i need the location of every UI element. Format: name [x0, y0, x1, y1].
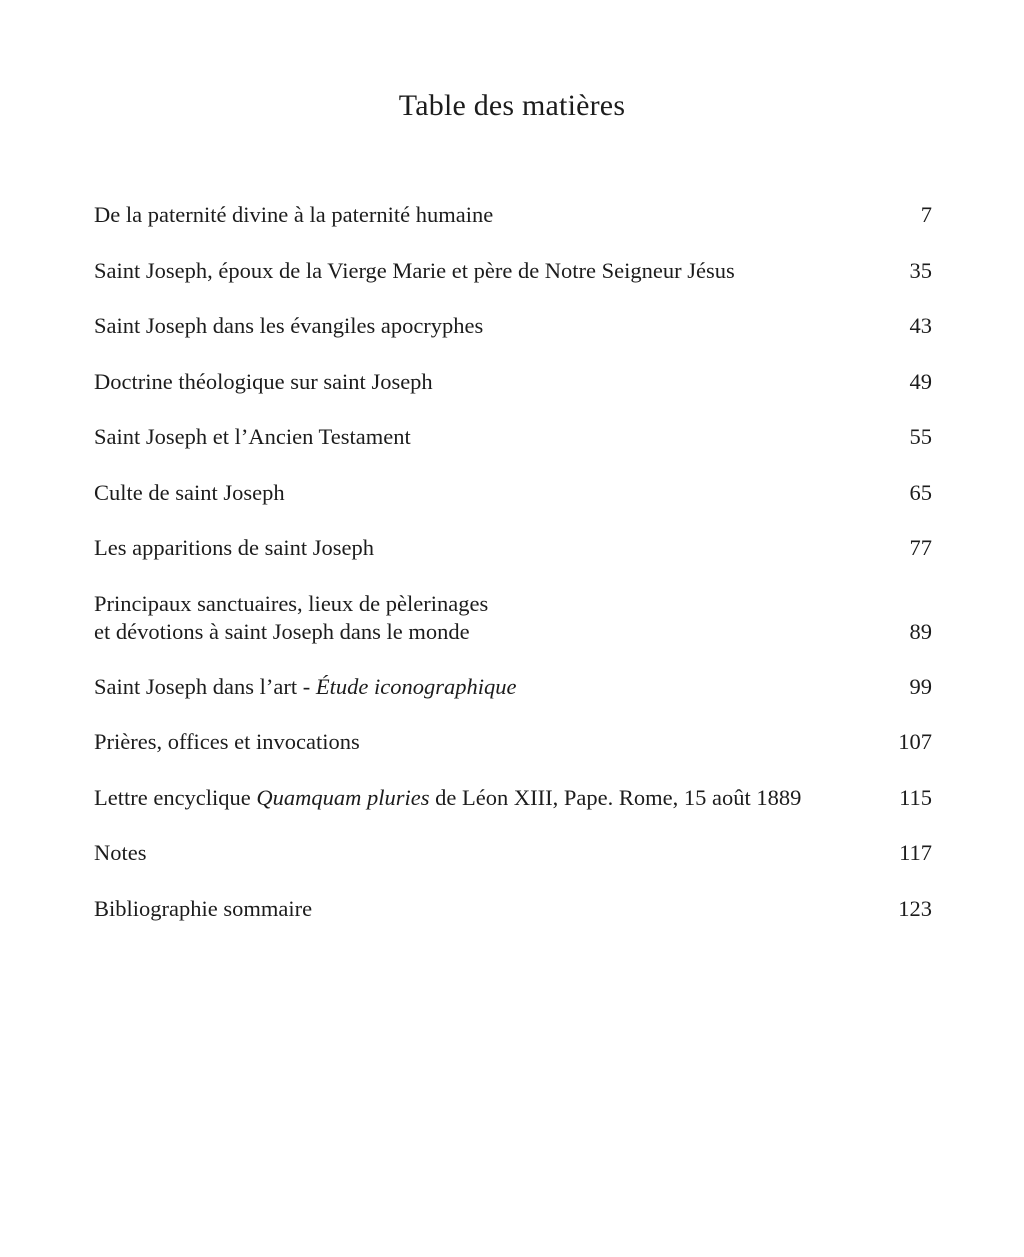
toc-entry-label: De la paternité divine à la paternité humaine	[94, 202, 494, 227]
toc-entry	[94, 839, 932, 867]
toc-entry	[94, 784, 932, 812]
toc-entry-label: Saint Joseph dans les évangiles apocryphes	[94, 313, 484, 338]
toc-entry-label-italic: Étude iconographique	[315, 674, 517, 699]
toc-entry	[94, 368, 932, 396]
toc-entry-label-text: de Léon XIII, Pape. Rome, 15 août 1889	[429, 785, 802, 810]
toc-entry	[94, 673, 932, 701]
toc-entry	[94, 590, 932, 646]
toc-entry-page: 117	[899, 840, 932, 865]
toc-entry	[94, 257, 932, 285]
toc-entry-label-line: et dévotions à saint Joseph dans le monde	[94, 619, 470, 644]
toc-entry-page: 123	[898, 896, 932, 921]
toc-entry-label: Bibliographie sommaire	[94, 896, 313, 921]
toc-entry-label: Doctrine théologique sur saint Joseph	[94, 369, 433, 394]
toc-entry-label: Culte de saint Joseph	[94, 480, 285, 505]
toc-entry-label	[94, 673, 874, 701]
page-title: Table des matières	[398, 89, 626, 122]
toc-entry-page: 99	[909, 674, 932, 699]
toc-entry-page: 55	[909, 424, 932, 449]
toc-entry-label: Les apparitions de saint Joseph	[94, 535, 374, 560]
toc-entry-page: 89	[909, 619, 932, 644]
toc-entry	[94, 201, 932, 229]
toc-entry	[94, 423, 932, 451]
toc-entry-page: 49	[909, 369, 932, 394]
toc-entry-page: 65	[909, 480, 932, 505]
toc-entry-label-text: Lettre encyclique	[94, 785, 257, 810]
toc-entry	[94, 895, 932, 923]
toc-entry-page: 43	[909, 313, 932, 338]
toc-entry	[94, 479, 932, 507]
toc-entry-label-line: Principaux sanctuaires, lieux de pèlerinages	[94, 591, 489, 616]
toc-entry-label: Saint Joseph, époux de la Vierge Marie et père de Notre Seigneur Jésus	[94, 258, 735, 283]
toc-entry-page: 115	[899, 785, 932, 810]
toc-entry-label: Prières, offices et invocations	[94, 729, 360, 754]
toc-entry	[94, 728, 932, 756]
toc-entry-page: 77	[909, 535, 932, 560]
toc-entry-page: 107	[898, 729, 932, 754]
toc-entry-label	[94, 784, 874, 812]
toc-entry-page: 35	[909, 258, 932, 283]
toc-entry-label-text: Saint Joseph dans l’art -	[94, 674, 316, 699]
toc-entry-label-italic: Quamquam pluries	[256, 785, 430, 810]
toc-entry-page: 7	[920, 202, 932, 227]
toc-entry-label: Saint Joseph et l’Ancien Testament	[94, 424, 411, 449]
toc-entry-label	[94, 590, 874, 646]
toc-entry	[94, 312, 932, 340]
toc-entry-label: Notes	[94, 840, 147, 865]
toc-entry	[94, 534, 932, 562]
